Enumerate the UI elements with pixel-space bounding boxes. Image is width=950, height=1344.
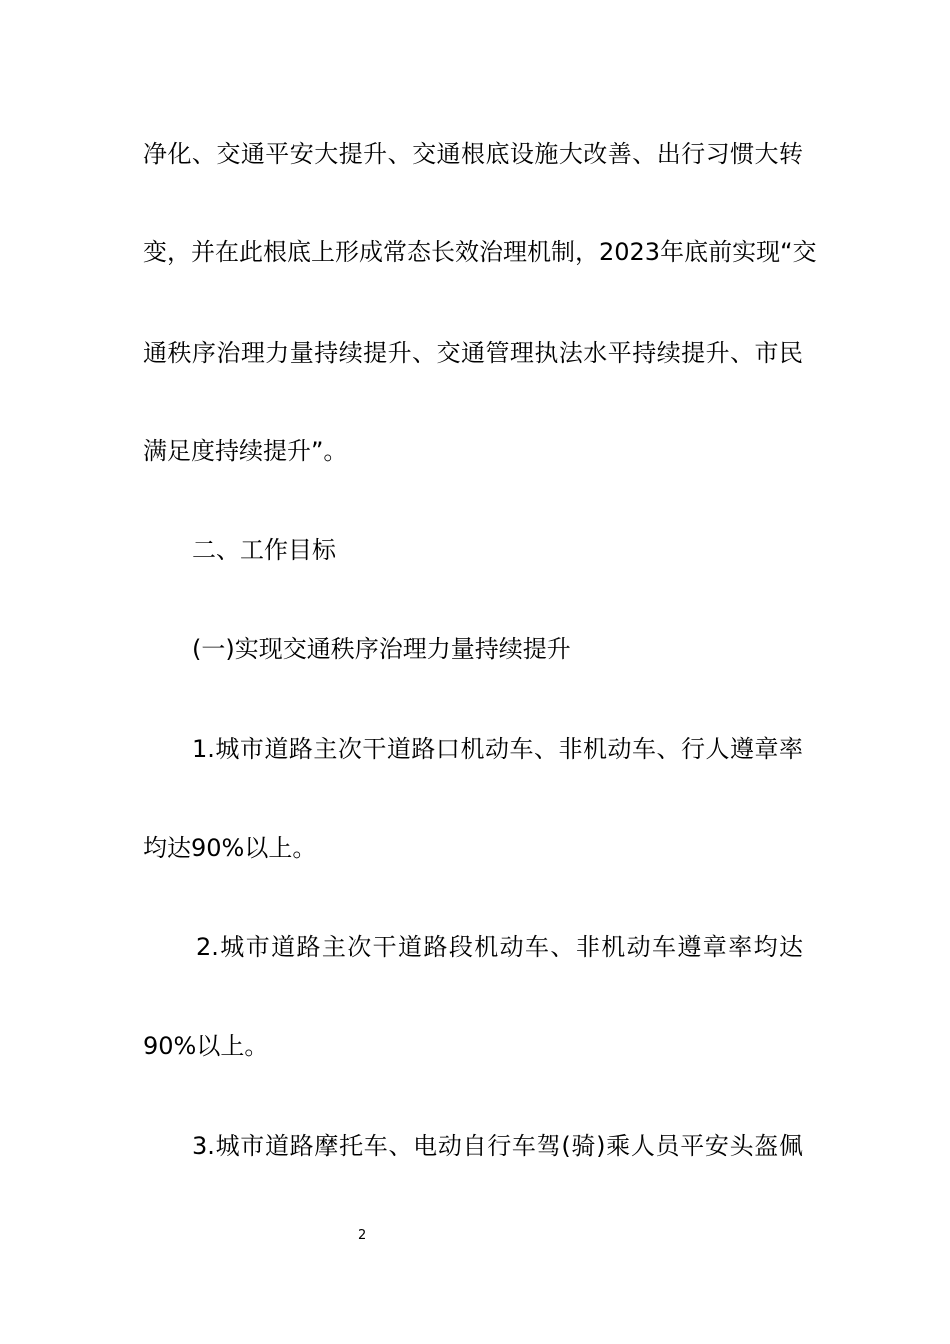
list-item-1-line-2: 均达90%以上。: [143, 834, 317, 862]
body-text-line-3: 通秩序治理力量持续提升、交通管理执法水平持续提升、市民: [143, 339, 803, 367]
subsection-heading: (一)实现交通秩序治理力量持续提升: [192, 635, 571, 663]
body-text-line-4: 满足度持续提升”。: [143, 437, 348, 465]
section-heading: 二、工作目标: [192, 536, 336, 564]
list-item-2-line-2: 90%以上。: [143, 1032, 269, 1060]
body-text-line-2: 变，并在此根底上形成常态长效治理机制，2023年底前实现“交: [143, 238, 817, 266]
page-number: 2: [358, 1228, 367, 1243]
list-item-2-line-1: 2.城市道路主次干道路段机动车、非机动车遵章率均达: [196, 933, 803, 961]
list-item-1-line-1: 1.城市道路主次干道路口机动车、非机动车、行人遵章率: [192, 735, 803, 763]
body-text-line-1: 净化、交通平安大提升、交通根底设施大改善、出行习惯大转: [143, 140, 803, 168]
list-item-3-line-1: 3.城市道路摩托车、电动自行车驾(骑)乘人员平安头盔佩: [192, 1132, 803, 1160]
